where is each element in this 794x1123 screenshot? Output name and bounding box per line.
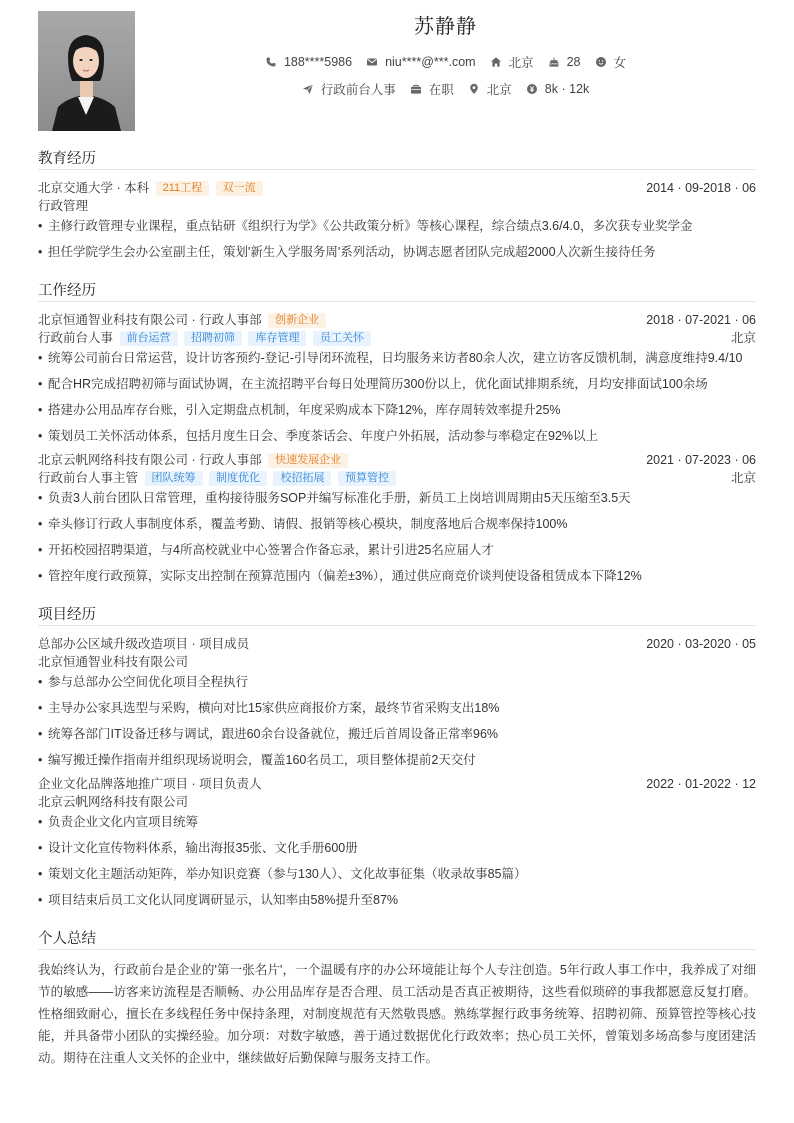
send-icon — [302, 83, 314, 95]
salary-text: 8k · 12k — [544, 82, 590, 96]
job-company: 北京恒通智业科技有限公司 · 行政人事部 — [38, 313, 262, 327]
target-job-text: 行政前台人事 — [320, 83, 396, 97]
project-period: 2020 · 03-2020 · 05 — [646, 637, 756, 651]
age-item — [548, 55, 581, 69]
cake-icon — [548, 56, 560, 68]
salary-item — [526, 82, 589, 96]
candidate-name: 苏静静 — [414, 16, 477, 38]
skill-tag: 员工关怀 — [313, 331, 371, 346]
job-period: 2021 · 07-2023 · 06 — [646, 453, 756, 467]
briefcase-icon — [410, 83, 422, 95]
skill-tag: 校招拓展 — [273, 471, 331, 486]
contact-info-row — [135, 53, 756, 71]
job-position: 行政前台人事主管 — [38, 471, 139, 485]
job-city: 北京 — [730, 471, 756, 485]
skill-tag: 招聘初筛 — [184, 331, 242, 346]
job-position-line — [38, 329, 756, 347]
education-section: 教育经历 北京交通大学 · 本科 211工程 双一流 2014 · 09-2018 · 06 行政管理 • 主修行政管理专业课程，重点钻研《组织行为学》《公共政策分析》等核心课程，综合绩点3.6/4.0，多次获专业奖学金 • 担任学院学生会办公室副主任，策划'新生入学服务周'系列活动，协调志愿者团队完成超2000人次新生接待任务 — [38, 151, 756, 259]
summary-text: 我始终认为，行政前台是企业的'第一张名片'，一个温暖有序的办公环境能让每个人专注创造。5年行政人事工作中，我养成了对细节的敏感——访客来访流程是否顺畅、办公用品库存是否合理、员工活动是否真正被期待，这些看似琐碎的事我都愿意反复打磨。性格细致耐心，擅长在多线程任务中保持条理，对制度规范有天然敬畏感。熟练掌握行政事务统筹、招聘初筛、预算管控等核心技能，并具备带小团队的实操经验。加分项：对数字敏感，善于通过数据优化行政效率；热心员工关怀，曾策划多场高参与度团建活动。期待在注重人文关怀的企业中，继续做好后勤保障与服务支持工作。 — [38, 963, 756, 1065]
email-item — [366, 55, 476, 69]
profile-photo — [38, 11, 135, 131]
project-name-line — [38, 635, 756, 653]
phone-icon — [265, 56, 277, 68]
location-item — [490, 53, 534, 71]
company-tag: 创新企业 — [268, 313, 326, 328]
project-company: 北京云帆网络科技有限公司 — [38, 795, 189, 809]
job-period: 2018 · 07-2021 · 06 — [646, 313, 756, 327]
education-period: 2014 · 09-2018 · 06 — [646, 181, 756, 195]
projects-title: 项目经历 — [38, 606, 756, 626]
school-tag: 211工程 — [156, 181, 210, 196]
status-text: 在职 — [428, 83, 454, 97]
skill-tag: 团队统筹 — [145, 471, 203, 486]
skill-tag: 制度优化 — [209, 471, 267, 486]
skill-tag: 库存管理 — [248, 331, 306, 346]
work-title: 工作经历 — [38, 282, 756, 302]
project-company: 北京恒通智业科技有限公司 — [38, 655, 189, 669]
project-name: 总部办公区域升级改造项目 · 项目成员 — [38, 637, 250, 651]
status-item — [410, 80, 454, 98]
job-company-line — [38, 311, 756, 329]
target-job-item — [302, 80, 396, 98]
target-city-item — [468, 80, 512, 98]
school-tag: 双一流 — [216, 181, 263, 196]
projects-section: 项目经历 总部办公区域升级改造项目 · 项目成员 2020 · 03-2020 · 05 北京恒通智业科技有限公司 • 参与总部办公空间优化项目全程执行 • 主导办公家具选型与采购，横向对比15家供应商报价方案，最终节省采购支出18% • 统筹各部门IT设备迁移与调试，跟进60余台设备就位，搬迁后首周设备正常率96% • 编写搬迁操作指南并组织现场说明会，覆盖160名员工，项目整体提前2天交付 企业文化品牌落地推广项目 · 项目负责人 2022 · 01-2022 · 12 北京云帆网络科技有限公司 • 负责企业文化内宣项目统筹 • 设计文化宣传物料体系，输出海报35张、文化手册600册 • 策划文化主题活动矩阵，举办知识竞赛（参与130人）、文化故事征集（收录故事85篇） • 项目结束后员工文化认同度调研显示，认知率由58%提升至87% — [38, 607, 756, 907]
location-text: 北京 — [508, 56, 534, 70]
skill-tag: 预算管控 — [338, 471, 396, 486]
gender-text: 女 — [613, 56, 627, 70]
money-icon — [526, 83, 538, 95]
skill-tag: 前台运营 — [120, 331, 178, 346]
phone-item — [265, 55, 352, 69]
work-section: 工作经历 北京恒通智业科技有限公司 · 行政人事部 创新企业 2018 · 07-2021 · 06 行政前台人事 前台运营 招聘初筛 库存管理 员工关怀 北京 • 统筹公司前台日常运营，设计访客预约-登记-引导闭环流程，日均服务来访者80余人次，建立访客反馈机制，满意度维持9.4/10 • 配合HR完成招聘初筛与面试协调，在主流招聘平台每日处理简历300份以上，优化面试排期系统，月均安排面试100余场 • 搭建办公用品库存台账，引入定期盘点机制，年度采购成本下降12%，库存周转效率提升25% • 策划员工关怀活动体系，包括月度生日会、季度茶话会、年度户外拓展，活动参与率稳定在92%以上 北京云帆网络科技有限公司 · 行政人事部 快速发展企业 2021 · 07-2023 · 06 行政前台人事主管 团队统筹 制度优化 校招拓展 预算管控 北京 • 负责3人前台团队日常管理，重构接待服务SOP并编写标准化手册，新员工上岗培训周期由5天压缩至3.5天 • 牵头修订行政人事制度体系，覆盖考勤、请假、报销等核心模块，制度落地后合规率保持100% • 开拓校园招聘渠道，与4所高校就业中心签署合作备忘录，累计引进25名应届人才 • 管控年度行政预算，实际支出控制在预算范围内（偏差±3%），通过供应商竞价谈判使设备租赁成本下降12% — [38, 283, 756, 583]
project-name-line — [38, 775, 756, 793]
job-intent-row — [135, 80, 756, 98]
resume-page — [38, 0, 756, 1065]
summary-title: 个人总结 — [38, 930, 756, 950]
education-school-line — [38, 179, 756, 197]
project-period: 2022 · 01-2022 · 12 — [646, 777, 756, 791]
school-name: 北京交通大学 · 本科 — [38, 181, 150, 195]
home-icon — [490, 56, 502, 68]
job-position: 行政前台人事 — [38, 331, 114, 345]
education-major: 行政管理 — [38, 199, 89, 213]
target-city-text: 北京 — [486, 83, 512, 97]
map-pin-icon — [468, 83, 480, 95]
project-name: 企业文化品牌落地推广项目 · 项目负责人 — [38, 777, 262, 791]
mail-icon — [366, 56, 378, 68]
job-company: 北京云帆网络科技有限公司 · 行政人事部 — [38, 453, 262, 467]
phone-number: 188****5986 — [283, 55, 353, 69]
job-position-line — [38, 469, 756, 487]
company-tag: 快速发展企业 — [268, 453, 348, 468]
job-company-line — [38, 451, 756, 469]
education-title: 教育经历 — [38, 150, 756, 170]
age-text: 28 — [566, 55, 581, 69]
resume-header — [38, 0, 756, 131]
gender-item — [595, 53, 627, 71]
email-address: niu****@***.com — [385, 55, 476, 69]
summary-section — [38, 930, 756, 1065]
job-city: 北京 — [730, 331, 756, 345]
face-icon — [595, 56, 607, 68]
